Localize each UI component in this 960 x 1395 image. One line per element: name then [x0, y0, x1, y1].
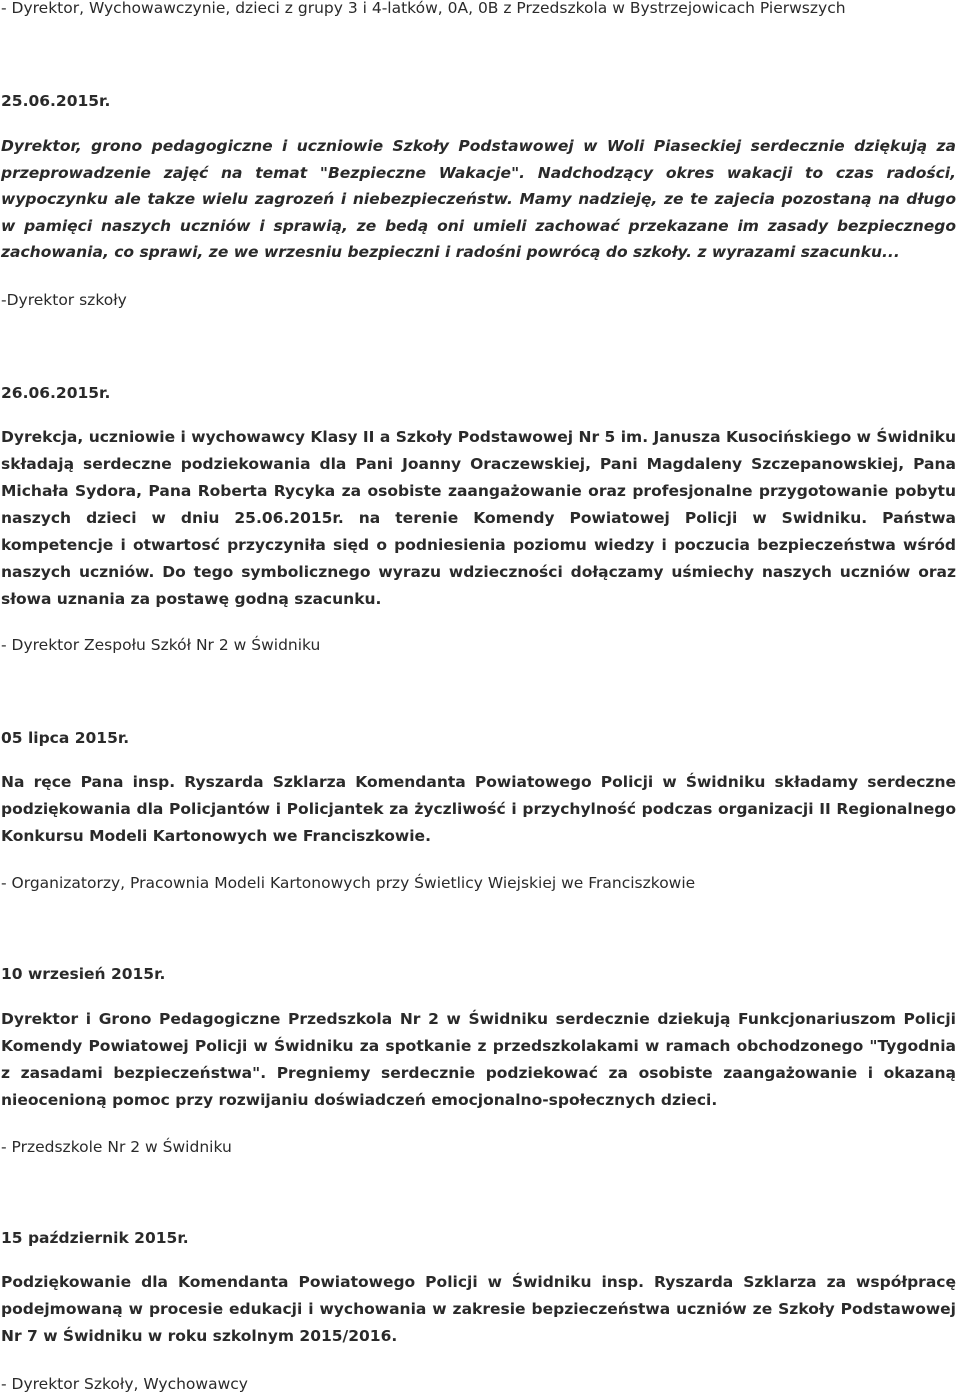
entry-text: Na ręce Pana insp. Ryszarda Szklarza Komendanta Powiatowego Policji w Świdniku składamy serdeczne podziękowania dla Policjantów i Policjantek za życzliwość i przychylność podczas organizacji II Regionalnego Konkursu Modeli Kartonowych we Franciszkowie.: [1, 773, 956, 845]
entry-date: 05 lipca 2015r.: [1, 729, 130, 747]
entry-signature: - Organizatorzy, Pracownia Modeli Kartonowych przy Świetlicy Wiejskiej we Franciszkowie: [1, 874, 696, 892]
entry-date: 15 październik 2015r.: [1, 1229, 189, 1247]
entry-text: Dyrektor, grono pedagogiczne i uczniowie Szkoły Podstawowej w Woli Piaseckiej serdecznie dziękują za przeprowadzenie zajęć na temat "Bezpieczne Wakacje". Nadchodzący okres wakacji to czas radości, wypoczynku ale takze wielu zagrozeń i niebezpieczeństw. Mamy nadzieję, ze te zajecia pozostaną na długo w pamięci naszych uczniów i sprawią, ze bedą oni umieli zachować przekazane im zasady bezpiecznego zachowania, co sprawi, ze we wrzesniu bezpieczni i radośni powrócą do szkoły. z wyrazami szacunku...: [1, 137, 956, 261]
entry-date: 26.06.2015r.: [1, 384, 111, 402]
entry-signature: - Dyrektor Szkoły, Wychowawcy: [1, 1375, 248, 1393]
entry-signature: - Dyrektor Zespołu Szkół Nr 2 w Świdniku: [1, 636, 321, 654]
entry-text: Podziękowanie dla Komendanta Powiatowego Policji w Świdniku insp. Ryszarda Szklarza za współpracę podejmowaną w procesie edukacji i wychowania w zakresie bepzieczeństwa uczniów ze Szkoły Podstawowej Nr 7 w Świdniku w roku szkolnym 2015/2016.: [1, 1273, 956, 1345]
entry-date: 10 wrzesień 2015r.: [1, 965, 166, 983]
signature-previous-entry: - Dyrektor, Wychowawczynie, dzieci z grupy 3 i 4-latków, 0A, 0B z Przedszkola w Bystrzejowicach Pierwszych: [1, 0, 846, 17]
entry-text: Dyrekcja, uczniowie i wychowawcy Klasy II a Szkoły Podstawowej Nr 5 im. Janusza Kusocińskiego w Świdniku składają serdeczne podziekowania dla Pani Joanny Oraczewskiej, Pani Magdaleny Szczepanowskiej, Pana Michała Sydora, Pana Roberta Rycyka za osobiste zaangażowanie oraz profesjonalne przygotowanie pobytu naszych dzieci w dniu 25.06.2015r. na terenie Komendy Powiatowej Policji w Swidniku. Państwa kompetencje i otwartosć przyczyniła sięd o podniesienia poziomu wiedzy i poczucia bezpieczeństwa wśród naszych uczniów. Do tego symbolicznego wyrazu wdzieczności dołączamy uśmiechy naszych uczniów oraz słowa uznania za postawę godną szacunku.: [1, 428, 956, 608]
entry-text: Dyrektor i Grono Pedagogiczne Przedszkola Nr 2 w Świdniku serdecznie dziekują Funkcjonariuszom Policji Komendy Powiatowej Policji w Świdniku za spotkanie z przedszkolakami w ramach obchodzonego "Tygodnia z zasadami bezpieczeństwa". Pregniemy serdecznie podziekować za osobiste zaangażowanie i okazaną nieocenioną pomoc przy rozwijaniu doświadczeń emocjonalno-społecznych dzieci.: [1, 1010, 956, 1109]
entry-signature: -Dyrektor szkoły: [1, 291, 127, 309]
entry-signature: - Przedszkole Nr 2 w Świdniku: [1, 1138, 232, 1156]
entry-date: 25.06.2015r.: [1, 92, 111, 110]
